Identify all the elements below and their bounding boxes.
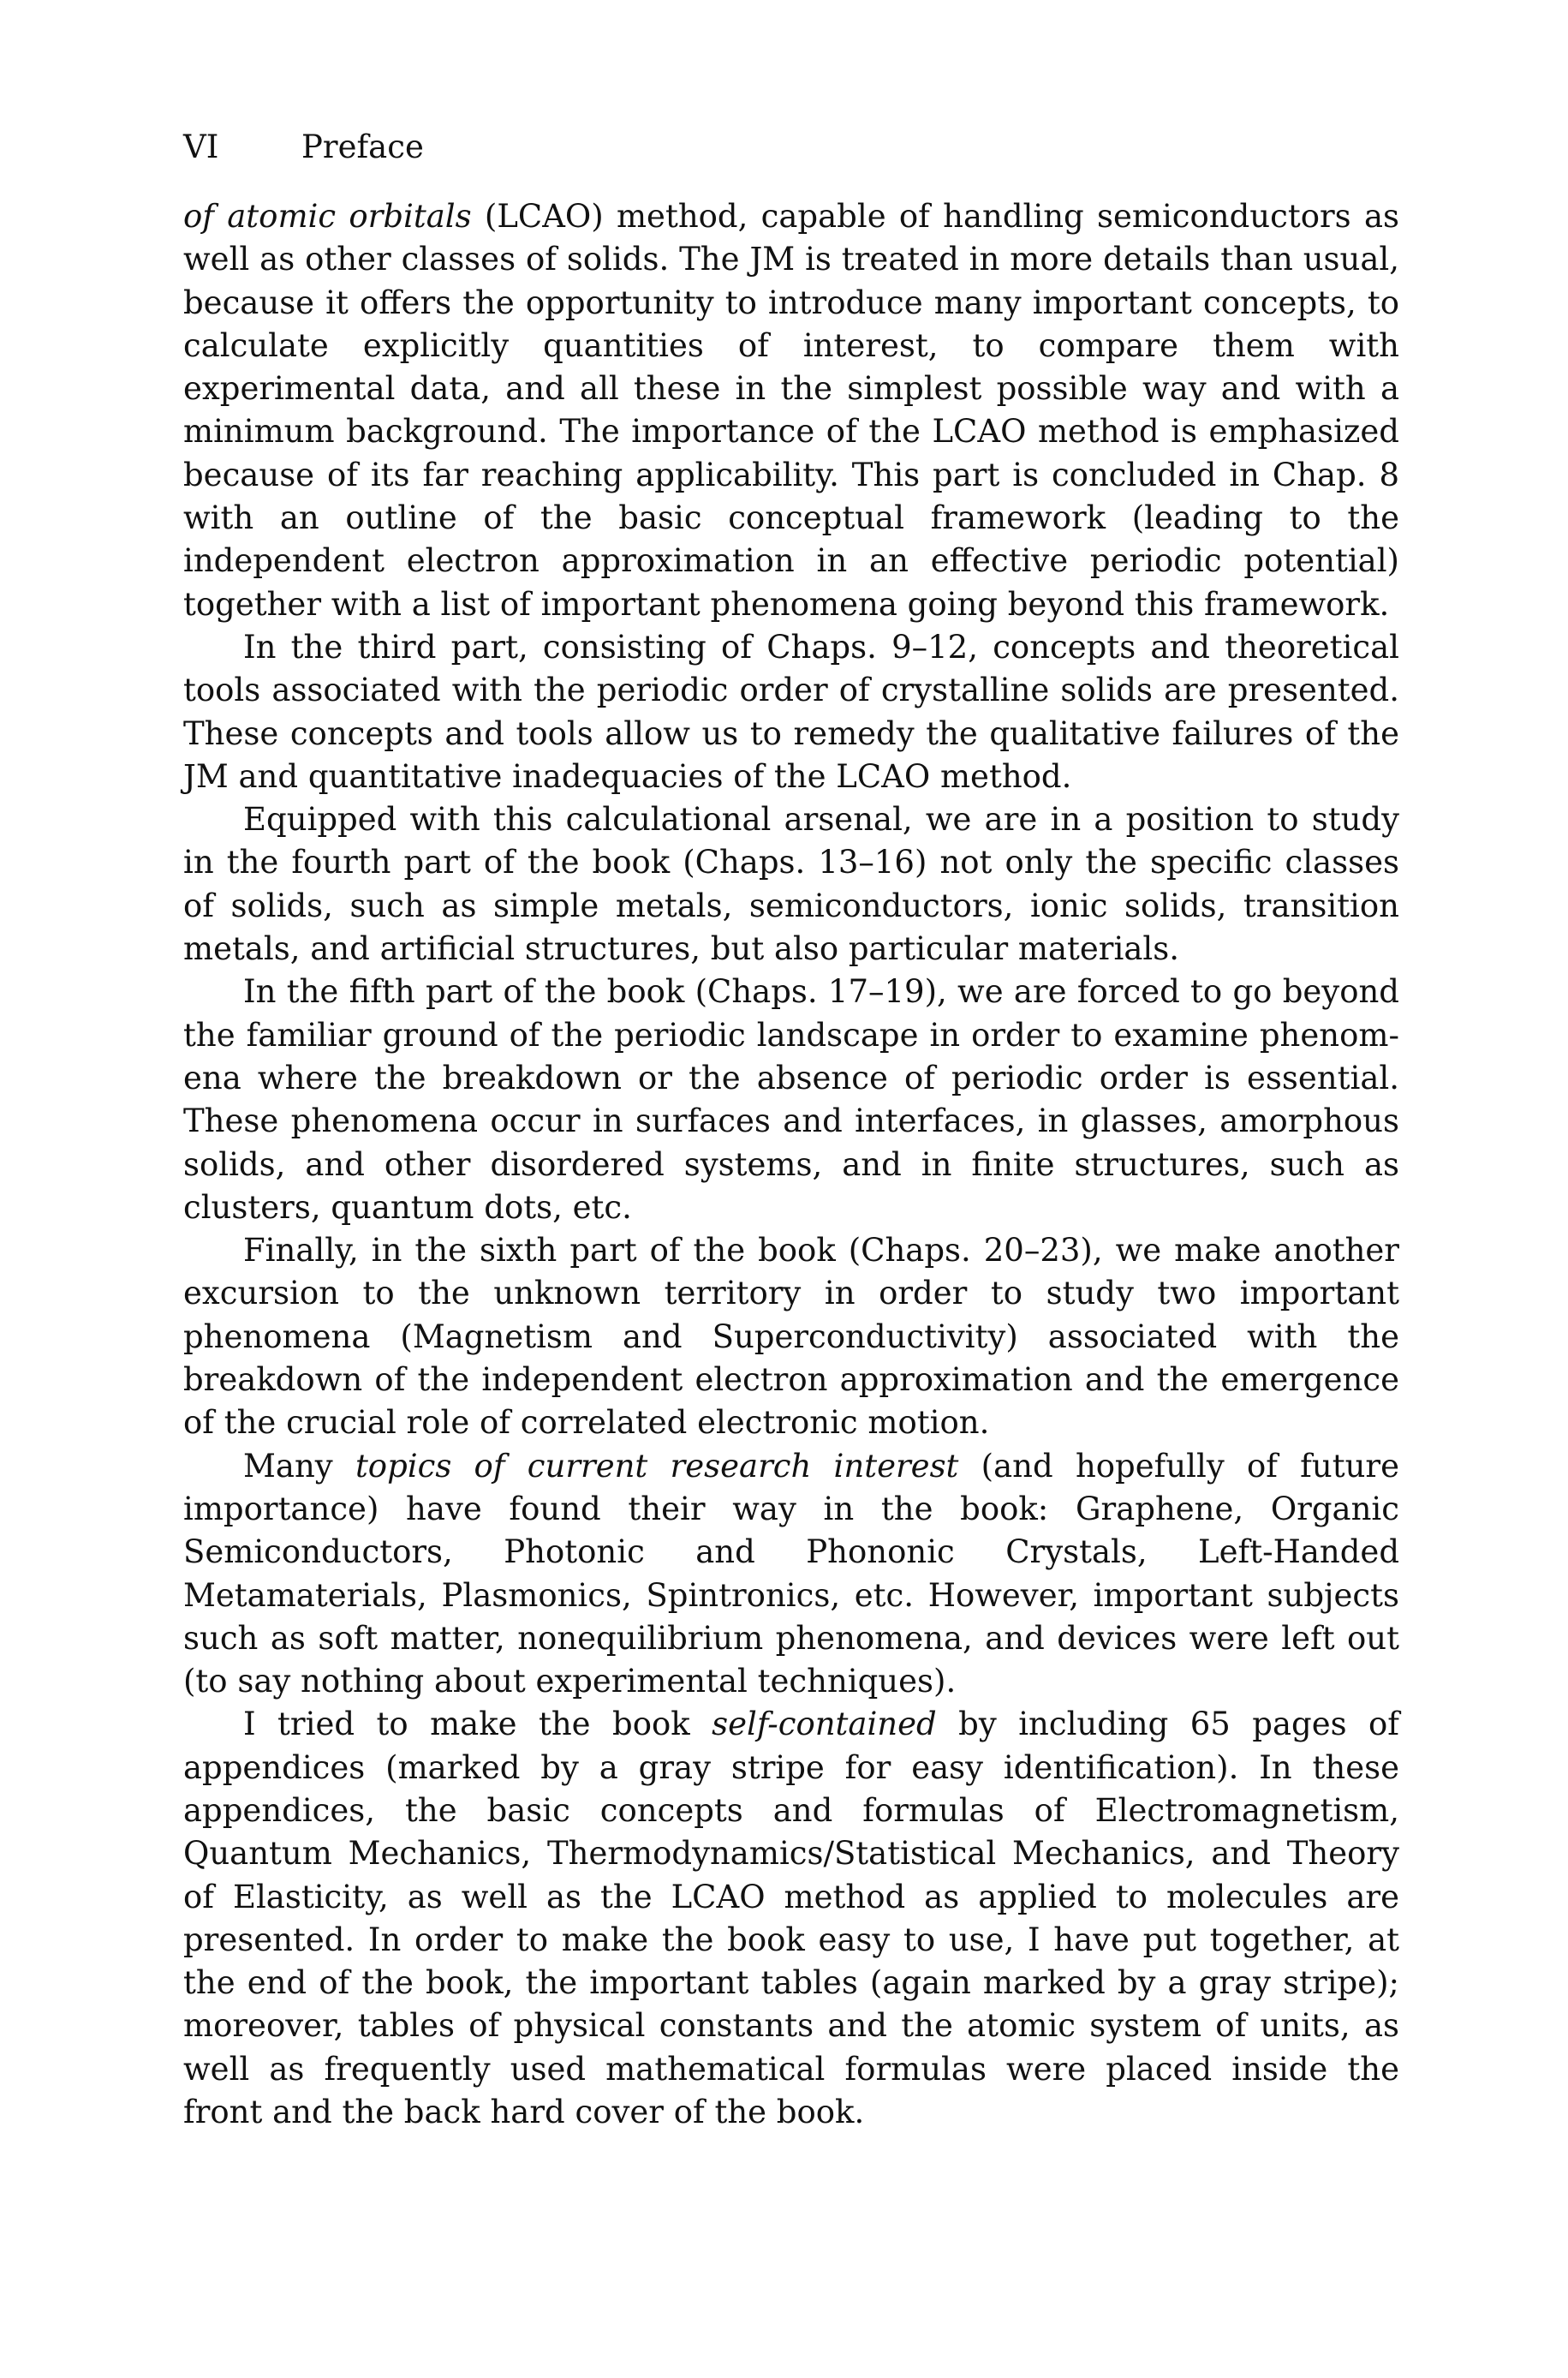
text-span: Equipped with this calculational arsenal, we are in a position to study in the fourth part of the book (Chaps. 13–16) not only the specific classes of solids, such as simple metals, semiconductors, ionic solids, transition metals, and artificial structures, but also particular materials. (183, 801, 1399, 968)
paragraph (183, 626, 1399, 798)
text-span: Finally, in the sixth part of the book (Chaps. 20–23), we make another excursion to the unknown territory in order to study two important phenomena (Magnetism and Superconductivity) associated with the breakdown of the independent electron approximation and the emergence of the crucial role of correlated electronic motion. (183, 1232, 1399, 1442)
page-number: VI (183, 128, 219, 165)
text-span: by including 65 pages of appendices (marked by a gray stripe for easy identification). In these appendices, the basic concepts and formulas of Electromagnetism, Quantum Mechanics, Thermodynamics/Statistical Mechanics, and Theory of Elasticity, as well as the LCAO method as applied to molecules are presented. In order to make the book easy to use, I have put together, at the end of the book, the important tables (again marked by a gray stripe); moreover, tables of physical constants and the atomic system of units, as well as frequently used mathematical formulas were placed inside the front and the back hard cover of the book. (183, 1706, 1399, 2131)
text-span: Many (243, 1447, 355, 1485)
running-head (183, 128, 1399, 166)
paragraph (183, 971, 1399, 1229)
text-span: (and hopefully of future importance) have found their way in the book: Graphene, Organic Semiconductors, Photonic and Phononic Crystals, Left-Handed Metamaterials, Plasmonics, Spintronics, etc. However, important subjects such as soft matter, nonequilibrium phenomena, and devices were left out (to say nothing about experimental techniques). (183, 1447, 1399, 1700)
paragraph (183, 798, 1399, 971)
section-title: Preface (301, 128, 424, 165)
paragraph (183, 1229, 1399, 1444)
text-italic: of atomic orbitals (183, 198, 472, 235)
paragraph (183, 1445, 1399, 1704)
paragraph (183, 195, 1399, 626)
text-span: I tried to make the book (243, 1706, 712, 1743)
paragraph (183, 1703, 1399, 2134)
text-italic: self-contained (712, 1706, 937, 1743)
text-span: (LCAO) method, capable of handling semiconductors as well as other classes of solids. The JM is treated in more details than usual, because it offers the opportunity to introduce many important concepts, to calculate explicitly quantities of interest, to compare them with experimental data, and all these in the simplest possible way and with a minimum background. The importance of the LCAO method is emphasized because of its far reaching applicability. This part is concluded in Chap. 8 with an outline of the basic conceptual framework (leading to the independent electron approximation in an effective periodic potential) together with a list of important phenomena going beyond this framework. (183, 198, 1399, 623)
text-span: In the fifth part of the book (Chaps. 17–19), we are forced to go beyond the familiar ground of the periodic landscape in order to examine phenomena where the breakdown or the absence of periodic order is essential. These phenomena occur in surfaces and interfaces, in glasses, amorphous solids, and other disordered systems, and in finite structures, such as clusters, quantum dots, etc. (183, 973, 1399, 1226)
body-text (183, 195, 1399, 2134)
text-span: In the third part, consisting of Chaps. 9–12, concepts and theoretical tools associated with the periodic order of crystalline solids are presented. These concepts and tools allow us to remedy the qualitative failures of the JM and quantitative inadequacies of the LCAO method. (183, 628, 1399, 795)
text-italic: topics of current research interest (355, 1447, 959, 1485)
